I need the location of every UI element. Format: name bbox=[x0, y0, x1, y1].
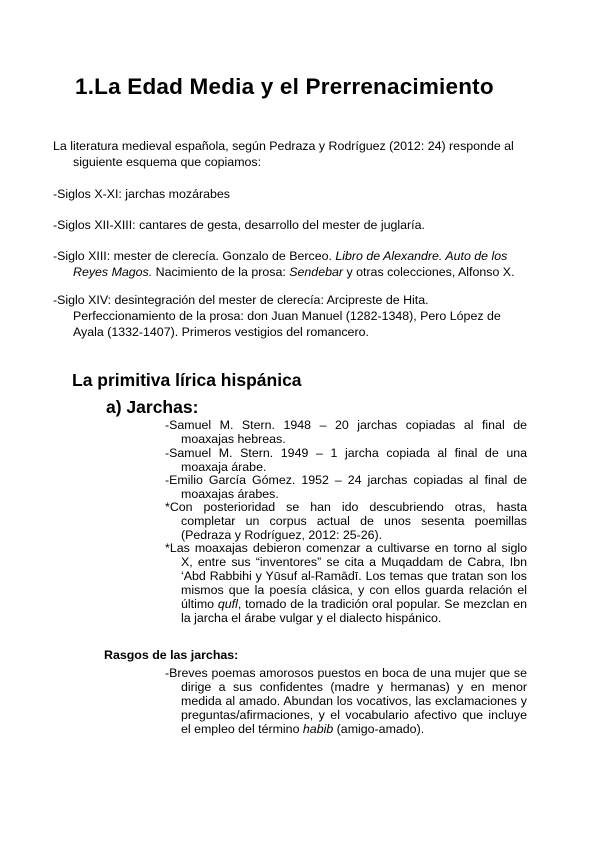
text-run: , tomado de la tradición oral popular. Se mezclan en la jarcha el árabe vulgar y el dialecto hispánico. bbox=[181, 597, 528, 625]
intro-paragraph: La literatura medieval española, según Pedraza y Rodríguez (2012: 24) responde al siguiente esquema que copiamos: bbox=[53, 139, 514, 169]
text-run: -Siglos XII-XIII: cantares de gesta, desarrollo del mester de juglaría. bbox=[53, 218, 425, 232]
traits-heading: Rasgos de las jarchas: bbox=[104, 648, 239, 662]
italic-text: qufl bbox=[217, 597, 238, 611]
text-run: *Con posterioridad se han ido descubriendo otras, hasta completar un corpus actual de unos sesenta poemillas (Pedraza y Rodríguez, 2012: 25-26). bbox=[165, 500, 527, 542]
text-run: -Breves poemas amorosos puestos en boca de una mujer que se dirige a sus confidentes (madre y hermanas) y en menor medida al amado. Abundan los vocativos, las exclamaciones y preguntas/afirmaciones, y el vocabulario afectivo que incluye el empleo del término bbox=[165, 666, 527, 736]
text-run: *Las moaxajas debieron comenzar a cultivarse en torno al siglo X, entre sus “inventores” se cita a Muqaddam de Cabra, Ibn ‘Abd Rabbihi y Yūsuf al-Ramādī. Los temas que tratan son los mismos que la poesía clásica, y con ellos guarda relación el último bbox=[165, 541, 527, 611]
text-run: (amigo-amado). bbox=[333, 722, 425, 736]
text-run: -Siglos X-XI: jarchas mozárabes bbox=[53, 187, 230, 201]
italic-text: Sendebar bbox=[289, 265, 344, 279]
subsection-heading: a) Jarchas: bbox=[106, 397, 199, 417]
jarcha-item-3 bbox=[165, 473, 527, 501]
page-title: 1.La Edad Media y el Prerrenacimiento bbox=[75, 74, 494, 99]
text-run: -Siglo XIV: desintegración del mester de clerecía: Arcipreste de Hita. Perfeccionamiento de la prosa: don Juan Manuel (1282-1348), Pero López de Ayala (1332-1407). Primeros vestigios del romancero. bbox=[53, 293, 501, 339]
century-item-2 bbox=[53, 217, 533, 233]
text-run: -Siglo XIII: mester de clerecía. Gonzalo de Berceo. bbox=[53, 249, 336, 263]
century-item-1 bbox=[53, 186, 533, 202]
section-heading: La primitiva lírica hispánica bbox=[72, 370, 302, 390]
jarcha-item-1 bbox=[165, 418, 527, 446]
jarcha-item-5 bbox=[165, 541, 527, 625]
century-item-3 bbox=[53, 248, 533, 280]
text-run: Nacimiento de la prosa: bbox=[152, 265, 290, 279]
text-run: y otras colecciones, Alfonso X. bbox=[343, 265, 515, 279]
text-run: -Emilio García Gómez. 1952 – 24 jarchas copiadas al final de moaxajas árabes. bbox=[165, 473, 527, 501]
italic-text: Libro de Alexandre. Auto de los Reyes Magos. bbox=[73, 249, 508, 279]
italic-text: habib bbox=[302, 722, 334, 736]
jarcha-item-4 bbox=[165, 500, 527, 542]
century-item-4 bbox=[53, 292, 533, 340]
text-run: -Samuel M. Stern. 1949 – 1 jarcha copiada al final de una moaxaja árabe. bbox=[165, 446, 527, 474]
traits-item-1 bbox=[165, 666, 527, 736]
jarcha-item-2 bbox=[165, 446, 527, 474]
text-run: -Samuel M. Stern. 1948 – 20 jarchas copiadas al final de moaxajas hebreas. bbox=[165, 418, 527, 446]
